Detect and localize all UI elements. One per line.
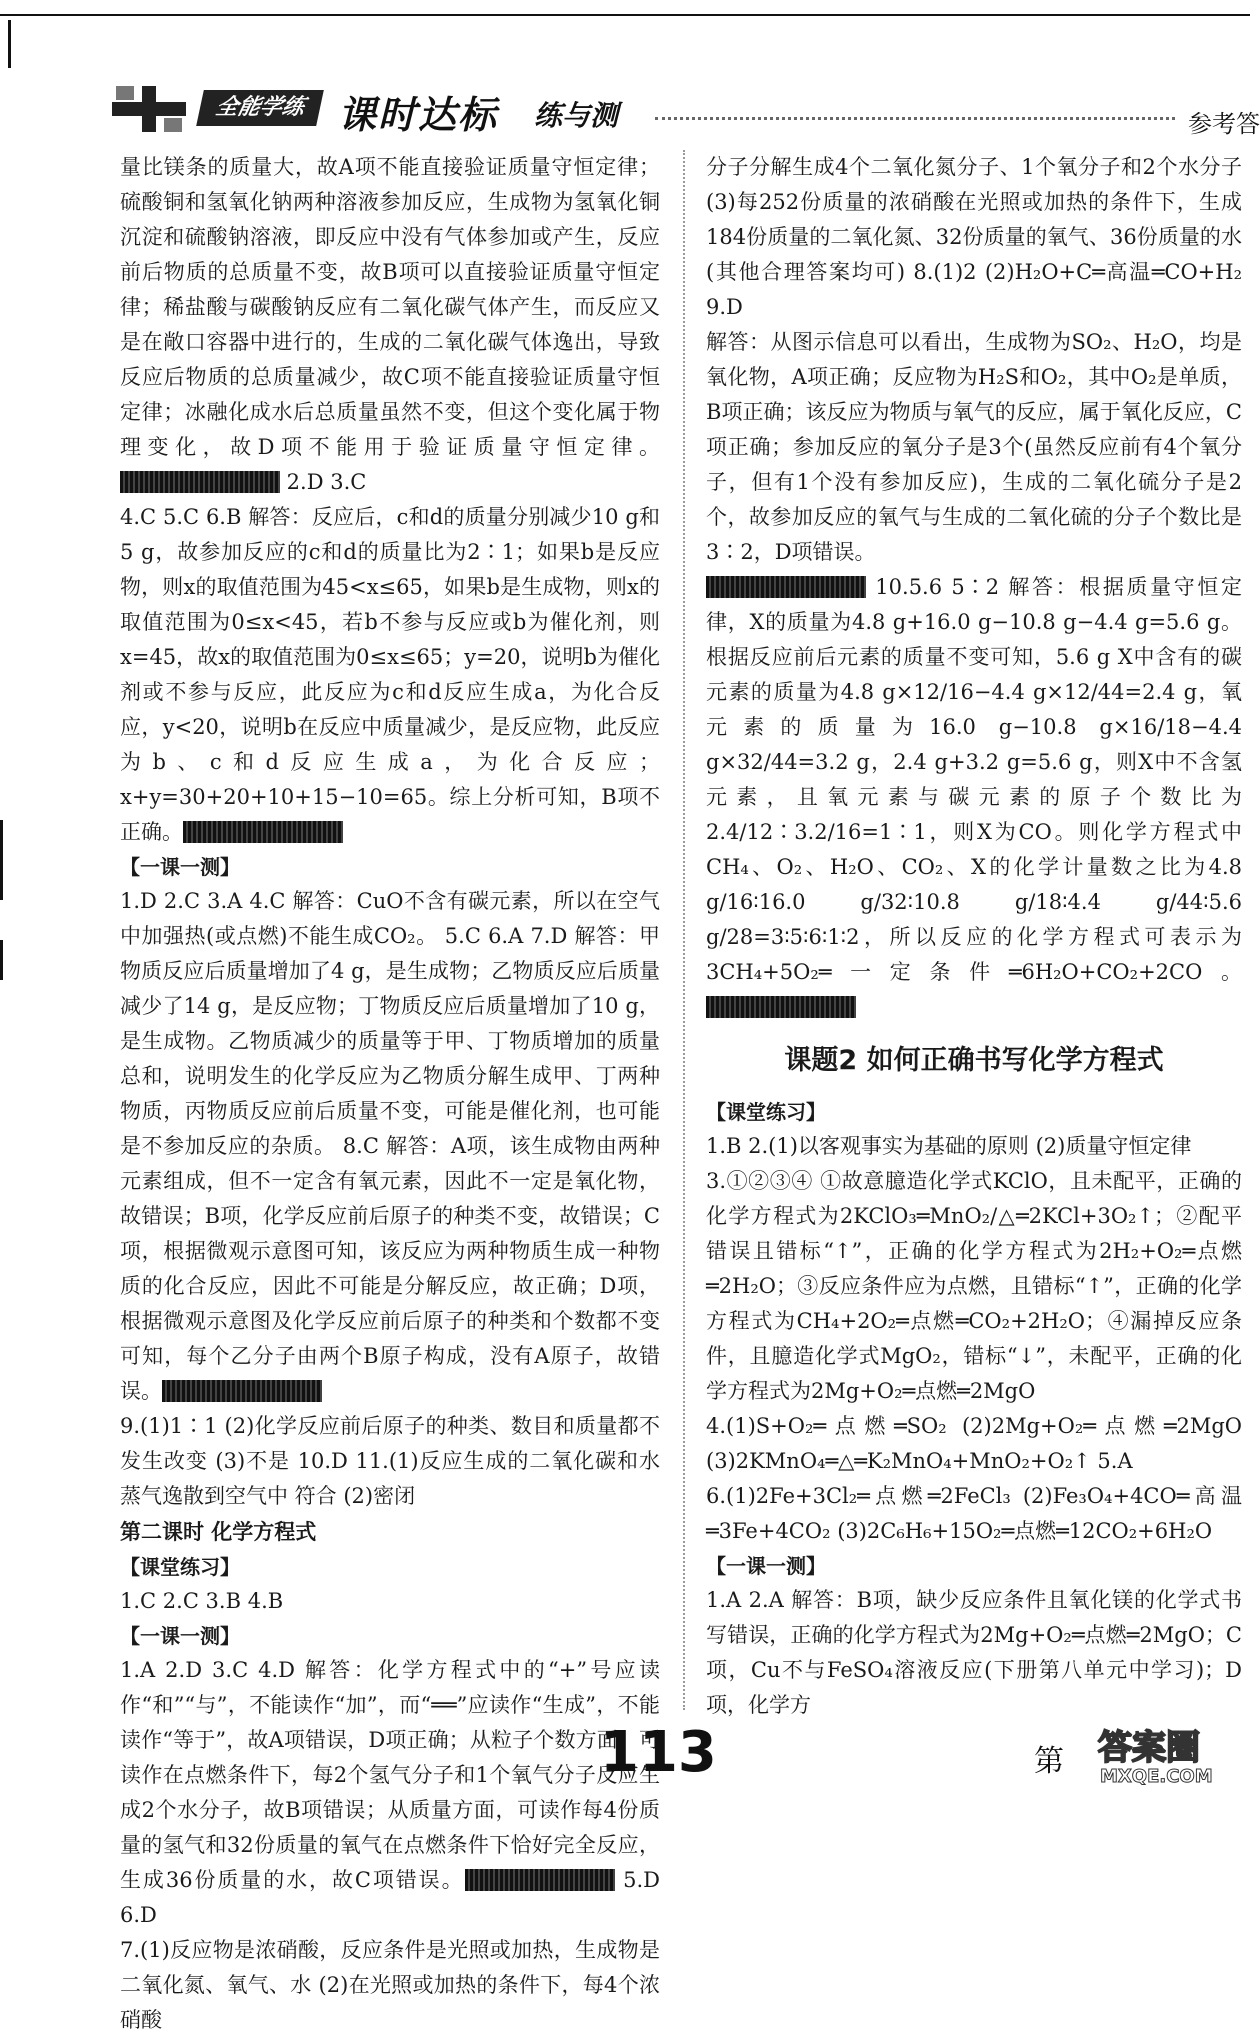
left-column bbox=[120, 150, 660, 2038]
answer-text: 4.C 5.C 6.B 解答：反应后，c和d的质量分别减少10 g和5 g，故参加反应的c和d的质量比为2∶1；如果b是反应物，则x的取值范围为45<x≤65，如果b是生成物，则x的取值范围为0≤x<45，若b不参与反应或b为催化剂，则x=45，故x的取值范围为0≤x≤65；y=20，说明b为催化剂或不参与反应，此反应为c和d反应生成a，为化合反应，y<20，说明b在反应中质量减少，是反应物，此反应为b、c和d反应生成a，为化合反应；x+y=30+20+10+15−10=65。综上分析可知，B项不正确。 bbox=[120, 505, 660, 844]
brand-logo-icon bbox=[112, 86, 186, 132]
lesson-heading: 第二课时 化学方程式 bbox=[120, 1520, 317, 1544]
answer-paragraph: 6.(1)2Fe+3Cl₂═点燃═2FeCl₃ (2)Fe₃O₄+4CO═高温═3Fe+4CO₂ (3)2C₆H₆+15O₂═点燃═12CO₂+6H₂O bbox=[706, 1484, 1242, 1543]
section-heading: 【一课一测】 bbox=[120, 1624, 240, 1648]
column-divider bbox=[683, 150, 685, 1710]
answer-paragraph: 分子分解生成4个二氧化氮分子、1个氧分子和2个水分子 (3)每252份质量的浓硝酸在光照或加热的条件下，生成184份质量的二氧化氮、32份质量的氧气、36份质量的水(其他合理答案均可) 8.(1)2 (2)H₂O+C═高温═CO+H₂ 9.D bbox=[706, 155, 1242, 319]
section-heading: 【一课一测】 bbox=[706, 1554, 826, 1578]
answer-paragraph: 1.B 2.(1)以客观事实为基础的原则 (2)质量守恒定律 bbox=[706, 1134, 1192, 1158]
section-heading: 【课堂练习】 bbox=[706, 1100, 826, 1124]
section-heading: 【一课一测】 bbox=[120, 855, 240, 879]
watermark-url: MXQE.COM bbox=[1100, 1766, 1213, 1787]
answer-paragraph bbox=[120, 150, 660, 500]
answer-text: 2.D 3.C bbox=[280, 470, 367, 494]
answer-paragraph: 4.(1)S+O₂═点燃═SO₂ (2)2Mg+O₂═点燃═2MgO (3)2KMnO₄═△═K₂MnO₄+MnO₂+O₂↑ 5.A bbox=[706, 1414, 1242, 1473]
answer-paragraph: 1.A 2.A 解答：B项，缺少反应条件且氧化镁的化学式书写错误，正确的化学方程式为2Mg+O₂═点燃═2MgO；C项，Cu不与FeSO₄溶液反应(下册第八单元中学习)；D项，化学方 bbox=[706, 1588, 1242, 1717]
redaction-bar bbox=[183, 821, 343, 843]
redaction-bar bbox=[162, 1380, 322, 1402]
answer-paragraph: 3.①②③④ ①故意臆造化学式KClO，且未配平，正确的化学方程式为2KClO₃═MnO₂/△═2KCl+3O₂↑；②配平错误且错标“↑”，正确的化学方程式为2H₂+O₂═点燃═2H₂O；③反应条件应为点燃，且错标“↑”，正确的化学方程式为CH₄+2O₂═点燃═CO₂+2H₂O；④漏掉反应条件，且臆造化学式MgO₂，错标“↓”，未配平，正确的化学方程式为2Mg+O₂═点燃═2MgO bbox=[706, 1169, 1242, 1403]
header-section-label: 参考答 bbox=[1188, 110, 1260, 138]
binding-mark bbox=[8, 20, 11, 68]
page-number: 113 bbox=[600, 1720, 717, 1785]
header-top-rule bbox=[0, 14, 1250, 16]
answer-text: 5.D 6.D bbox=[120, 1868, 660, 1927]
answer-paragraph bbox=[120, 500, 660, 850]
answer-paragraph bbox=[706, 570, 1242, 1025]
redaction-bar bbox=[706, 576, 866, 598]
watermark-text: 答案圈 bbox=[1098, 1728, 1200, 1768]
margin-marks bbox=[0, 820, 4, 1320]
answer-text: 10.5.6 5∶2 解答：根据质量守恒定律，X的质量为4.8 g+16.0 g−10.8 g−4.4 g=5.6 g。根据反应前后元素的质量不变可知，5.6 g X中含有的碳元素的质量为4.8 g×12/16−4.4 g×12/44=2.4 g，氧元素的质量为16.0 g−10.8 g×16/18−4.4 g×32/44=3.2 g，2.4 g+3.2 g=5.6 g，则X中不含氢元素，且氧元素与碳元素的原子个数比为2.4/12∶3.2/16=1∶1，则X为CO。则化学方程式中CH₄、O₂、H₂O、CO₂、X的化学计量数之比为4.8 g/16∶16.0 g/32∶10.8 g/18∶4.4 g/44∶5.6 g/28=3∶5∶6∶1∶2，所以反应的化学方程式可表示为3CH₄+5O₂═一定条件═6H₂O+CO₂+2CO。 bbox=[706, 575, 1242, 984]
page-header bbox=[0, 0, 1260, 140]
right-column bbox=[706, 150, 1242, 1723]
series-tag: 练与测 bbox=[534, 99, 619, 132]
redaction-bar bbox=[120, 471, 280, 493]
answer-paragraph bbox=[120, 884, 660, 1409]
brand-name: 全能学练 bbox=[196, 90, 324, 126]
answer-paragraph: 9.(1)1∶1 (2)化学反应前后原子的种类、数目和质量都不发生改变 (3)不是 10.D 11.(1)反应生成的二氧化碳和水蒸气逸散到空气中 符合 (2)密闭 bbox=[120, 1414, 660, 1508]
topic-title: 课题2 如何正确书写化学方程式 bbox=[784, 1045, 1164, 1076]
answer-paragraph bbox=[120, 1653, 660, 1933]
answer-text: 1.D 2.C 3.A 4.C 解答：CuO不含有碳元素，所以在空气中加强热(或点燃)不能生成CO₂。 5.C 6.A 7.D 解答：甲物质反应后质量增加了4 g，是生成物；乙物质反应后质量减少了14 g，是反应物；丁物质反应后质量增加了10 g，是生成物。乙物质减少的质量等于甲、丁物质增加的质量总和，说明发生的化学反应为乙物质分解生成甲、丁两种物质，丙物质反应前后质量不变，可能是催化剂，也可能是不参加反应的杂质。 8.C 解答：A项，该生成物由两种元素组成，但不一定含有氧元素，因此不一定是氧化物，故错误；B项，化学反应前后原子的种类不变，故错误；C项，根据微观示意图可知，该反应为两种物质生成一种物质的化合反应，因此不可能是分解反应，故正确；D项，根据微观示意图及化学反应前后原子的种类和个数都不变可知，每个乙分子由两个B原子构成，没有A原子，故错误。 bbox=[120, 889, 660, 1403]
section-heading: 【课堂练习】 bbox=[120, 1555, 240, 1579]
series-title: 课时达标 bbox=[338, 93, 499, 137]
header-dotted-rule bbox=[655, 117, 1175, 120]
redaction-bar bbox=[465, 1869, 615, 1891]
footer-unit-label: 第 bbox=[1034, 1744, 1064, 1779]
answer-text: 量比镁条的质量大，故A项不能直接验证质量守恒定律；硫酸铜和氢氧化钠两种溶液参加反应，生成物为氢氧化铜沉淀和硫酸钠溶液，即反应中没有气体参加或产生，反应前后物质的总质量不变，故B项可以直接验证质量守恒定律；稀盐酸与碳酸钠反应有二氧化碳气体产生，而反应又是在敞口容器中进行的，生成的二氧化碳气体逸出，导致反应后物质的总质量减少，故C项不能直接验证质量守恒定律；冰融化成水后总质量虽然不变，但这个变化属于物理变化，故D项不能用于验证质量守恒定律。 bbox=[120, 155, 660, 459]
answer-text: 1.A 2.D 3.C 4.D 解答：化学方程式中的“+”号应读作“和”“与”，不能读作“加”，而“══”应读作“生成”，不能读作“等于”，故A项错误，D项正确；从粒子个数方面，可读作在点燃条件下，每2个氢气分子和1个氧气分子反应生成2个水分子，故B项错误；从质量方面，可读作每4份质量的氢气和32份质量的氧气在点燃条件下恰好完全反应，生成36份质量的水，故C项错误。 bbox=[120, 1658, 660, 1892]
answer-paragraph: 解答：从图示信息可以看出，生成物为SO₂、H₂O，均是氧化物，A项正确；反应物为H₂S和O₂，其中O₂是单质，B项正确；该反应为物质与氧气的反应，属于氧化反应，C项正确；参加反应的氧分子是3个(虽然反应前有4个氧分子，但有1个没有参加反应)，生成的二氧化硫分子是2个，故参加反应的氧气与生成的二氧化硫的分子个数比是3∶2，D项错误。 bbox=[706, 330, 1242, 564]
watermark-logo-icon bbox=[1080, 1718, 1240, 1794]
redaction-bar bbox=[706, 996, 856, 1018]
answer-paragraph: 1.C 2.C 3.B 4.B bbox=[120, 1589, 284, 1613]
answer-paragraph: 7.(1)反应物是浓硝酸，反应条件是光照或加热，生成物是二氧化氮、氧气、水 (2)在光照或加热的条件下，每4个浓硝酸 bbox=[120, 1938, 660, 2032]
